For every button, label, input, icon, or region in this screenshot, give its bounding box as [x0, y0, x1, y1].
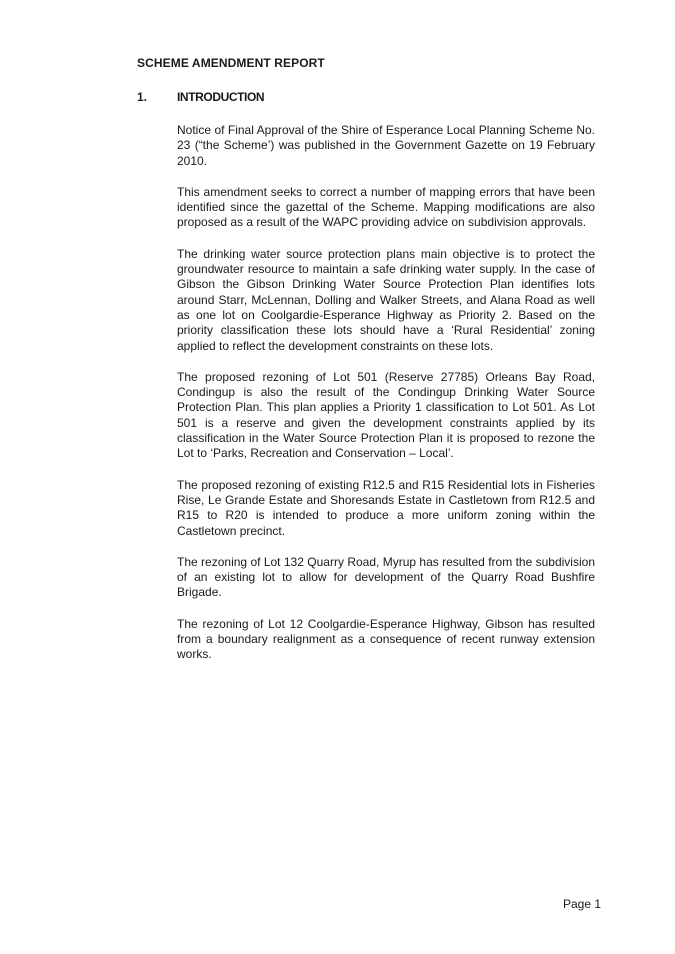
paragraph: The proposed rezoning of Lot 501 (Reserve 27785) Orleans Bay Road, Condingup is also the result of the Condingup Drinking Water Source Protection Plan. This plan applies a Priority 1 classification to Lot 501. As Lot 501 is a reserve and given the development constraints applied by its classification in the Water Source Protection Plan it is proposed to rezone the Lot to ‘Parks, Recreation and Conservation – Local’.	[177, 369, 595, 461]
report-title: SCHEME AMENDMENT REPORT	[137, 56, 325, 70]
paragraph: The proposed rezoning of existing R12.5 and R15 Residential lots in Fisheries Rise, Le Grande Estate and Shoresands Estate in Castletown from R12.5 and R15 to R20 is intended to produce a more uniform zoning within the Castletown precinct.	[177, 477, 595, 538]
section-number: 1.	[137, 90, 148, 104]
paragraph: The rezoning of Lot 132 Quarry Road, Myrup has resulted from the subdivision of an existing lot to allow for development of the Quarry Road Bushfire Brigade.	[177, 554, 595, 600]
page-number: Page 1	[563, 897, 602, 911]
paragraph: The rezoning of Lot 12 Coolgardie-Esperance Highway, Gibson has resulted from a boundary realignment as a consequence of recent runway extension works.	[177, 616, 595, 662]
paragraph: This amendment seeks to correct a number of mapping errors that have been identified since the gazettal of the Scheme. Mapping modifications are also proposed as a result of the WAPC providing advice on subdivision approvals.	[177, 184, 595, 230]
section-title: INTRODUCTION	[177, 90, 265, 104]
paragraph: The drinking water source protection plans main objective is to protect the groundwater resource to maintain a safe drinking water supply. In the case of Gibson the Gibson Drinking Water Source Protection Plan identifies lots around Starr, McLennan, Dolling and Walker Streets, and Alana Road as well as one lot on Coolgardie-Esperance Highway as Priority 2. Based on the priority classification these lots should have a ‘Rural Residential’ zoning applied to reflect the development constraints on these lots.	[177, 246, 595, 353]
document-body	[177, 123, 595, 679]
paragraph: Notice of Final Approval of the Shire of Esperance Local Planning Scheme No. 23 (“the Scheme’) was published in the Government Gazette on 19 February 2010.	[177, 123, 595, 168]
